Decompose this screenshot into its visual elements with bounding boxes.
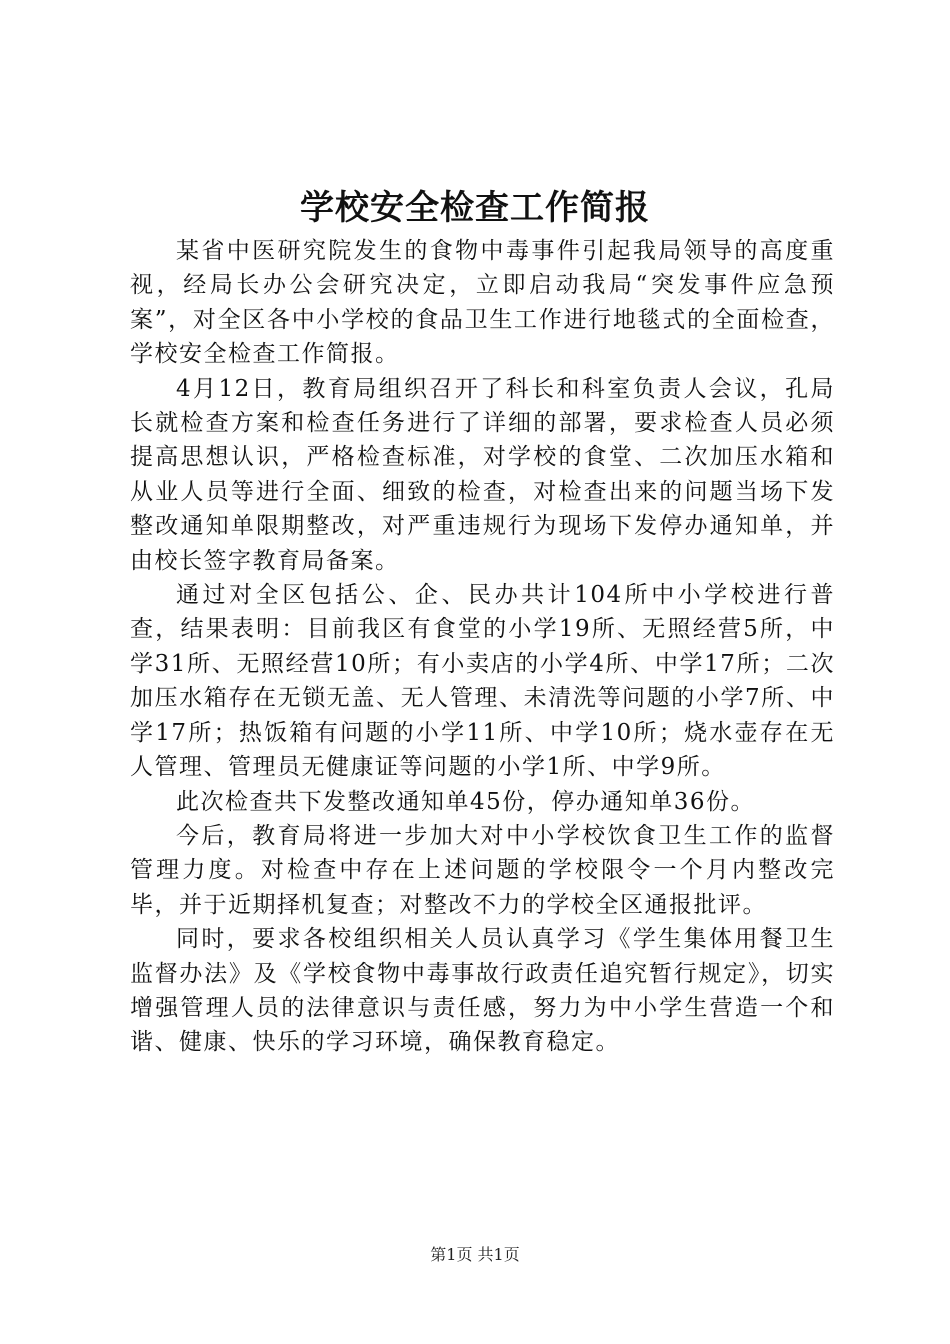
paragraph-intro: 某省中医研究院发生的食物中毒事件引起我局领导的高度重视，经局长办公会研究决定，立即启动我局“突发事件应急预案”，对全区各中小学校的食品卫生工作进行地毯式的全面检查，学校安全检查工作简报。 [130,238,835,368]
paragraph-requirements: 同时，要求各校组织相关人员认真学习《学生集体用餐卫生监督办法》及《学校食物中毒事故行政责任追究暂行规定》，切实增强管理人员的法律意识与责任感，努力为中小学生营造一个和谐、健康、快乐的学习环境，确保教育稳定。 [130,926,835,1056]
paragraph-meeting: 4月12日，教育局组织召开了科长和科室负责人会议，孔局长就检查方案和检查任务进行了详细的部署，要求检查人员必须提高思想认识，严格检查标准，对学校的食堂、二次加压水箱和从业人员等进行全面、细致的检查，对检查出来的问题当场下发整改通知单限期整改，对严重违规行为现场下发停办通知单，并由校长签字教育局备案。 [130,375,835,574]
document-title: 学校安全检查工作简报 [300,188,650,228]
paragraph-future-plan: 今后，教育局将进一步加大对中小学校饮食卫生工作的监督管理力度。对检查中存在上述问题的学校限令一个月内整改完毕，并于近期择机复查；对整改不力的学校全区通报批评。 [130,822,835,918]
paragraph-survey-results: 通过对全区包括公、企、民办共计104所中小学校进行普查，结果表明：目前我区有食堂的小学19所、无照经营5所，中学31所、无照经营10所；有小卖店的小学4所、中学17所；二次加压水箱存在无锁无盖、无人管理、未清洗等问题的小学7所、中学17所；热饭箱有问题的小学11所、中学10所；烧水壶存在无人管理、管理员无健康证等问题的小学1所、中学9所。 [130,582,835,781]
paragraph-notices-issued: 此次检查共下发整改通知单45份，停办通知单36份。 [176,788,756,815]
page-number-footer: 第1页 共1页 [430,1245,520,1264]
document-body [130,234,835,1060]
